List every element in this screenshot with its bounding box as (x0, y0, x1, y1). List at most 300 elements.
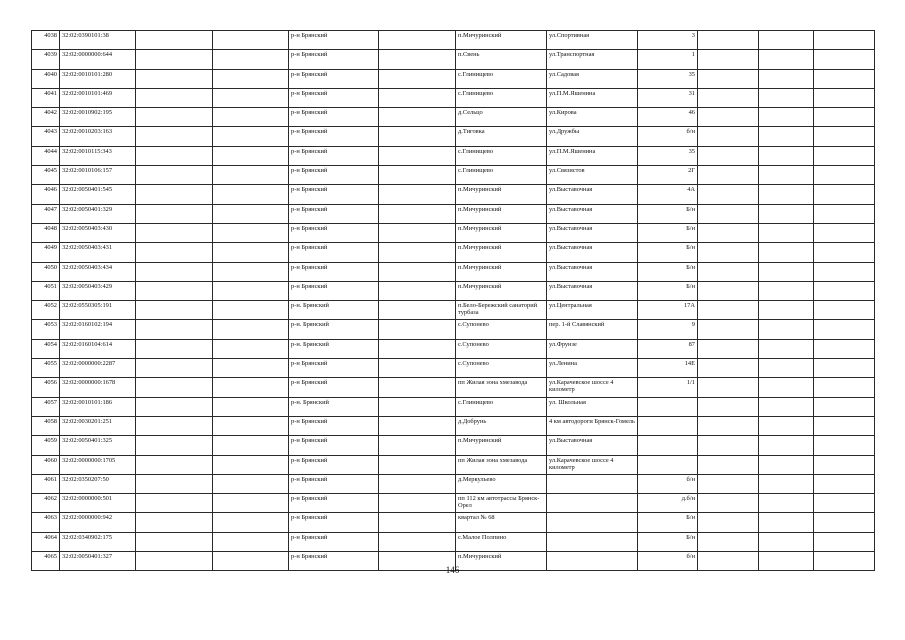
empty-cell (759, 532, 814, 551)
empty-cell (379, 474, 456, 493)
empty-cell (814, 146, 875, 165)
cadastral-number-cell: 32:02:0050403:434 (60, 262, 136, 281)
empty-cell (379, 359, 456, 378)
cadastral-number-cell: 32:02:0050403:429 (60, 281, 136, 300)
empty-cell (379, 185, 456, 204)
empty-cell (814, 339, 875, 358)
empty-cell (213, 243, 289, 262)
house-number-cell: 14Е (638, 359, 698, 378)
locality-cell: с.Глинищево (456, 166, 547, 185)
empty-cell (136, 108, 213, 127)
empty-cell (379, 243, 456, 262)
locality-cell: пп 112 км автотрассы Брянск-Орел (456, 494, 547, 513)
locality-cell: пп Жилая зона хмезавода (456, 455, 547, 474)
house-number-cell: Б/н (638, 223, 698, 242)
empty-cell (759, 262, 814, 281)
empty-cell (759, 108, 814, 127)
empty-cell (698, 359, 759, 378)
empty-cell (136, 474, 213, 493)
row-number-cell: 4039 (32, 50, 60, 69)
locality-cell: п.Мичуринский (456, 243, 547, 262)
empty-cell (759, 88, 814, 107)
table-row (32, 416, 875, 435)
empty-cell (759, 69, 814, 88)
house-number-cell: 87 (638, 339, 698, 358)
street-cell: ул.Спортивная (547, 31, 638, 50)
empty-cell (759, 494, 814, 513)
district-cell: р-н Брянский (289, 281, 379, 300)
street-cell: пер. 1-й Славянский (547, 320, 638, 339)
district-cell: р-н Брянский (289, 378, 379, 397)
row-number-cell: 4061 (32, 474, 60, 493)
empty-cell (136, 436, 213, 455)
empty-cell (379, 108, 456, 127)
cadastral-number-cell: 32:02:0340902:175 (60, 532, 136, 551)
street-cell: ул.Выставочная (547, 185, 638, 204)
row-number-cell: 4062 (32, 494, 60, 513)
district-cell: р-н Брянский (289, 552, 379, 571)
district-cell: р-н Брянский (289, 532, 379, 551)
empty-cell (698, 31, 759, 50)
empty-cell (379, 436, 456, 455)
empty-cell (814, 88, 875, 107)
cadastral-number-cell: 32:02:0000000:2287 (60, 359, 136, 378)
cadastral-number-cell: 32:02:0010203:163 (60, 127, 136, 146)
empty-cell (759, 455, 814, 474)
empty-cell (698, 397, 759, 416)
empty-cell (379, 204, 456, 223)
street-cell: ул.Выставочная (547, 223, 638, 242)
street-cell: ул.Кирова (547, 108, 638, 127)
row-number-cell: 4064 (32, 532, 60, 551)
empty-cell (698, 166, 759, 185)
cadastral-number-cell: 32:02:0010101:280 (60, 69, 136, 88)
table-row (32, 69, 875, 88)
locality-cell: п.Бело-Бережский санаторий турбаза (456, 301, 547, 320)
cadastral-number-cell: 32:02:0550305:191 (60, 301, 136, 320)
table-row (32, 108, 875, 127)
cadastral-number-cell: 32:02:0000000:1678 (60, 378, 136, 397)
locality-cell: п.Мичуринский (456, 552, 547, 571)
street-cell: ул.Выставочная (547, 281, 638, 300)
empty-cell (698, 204, 759, 223)
empty-cell (213, 166, 289, 185)
empty-cell (379, 513, 456, 532)
cadastral-number-cell: 32:02:0390101:38 (60, 31, 136, 50)
locality-cell: п.Мичуринский (456, 223, 547, 242)
district-cell: р-н Брянский (289, 185, 379, 204)
row-number-cell: 4056 (32, 378, 60, 397)
district-cell: р-н Брянский (289, 223, 379, 242)
empty-cell (814, 359, 875, 378)
empty-cell (759, 320, 814, 339)
empty-cell (814, 204, 875, 223)
empty-cell (814, 416, 875, 435)
empty-cell (213, 339, 289, 358)
row-number-cell: 4063 (32, 513, 60, 532)
empty-cell (136, 50, 213, 69)
empty-cell (136, 397, 213, 416)
district-cell: р-н Брянский (289, 88, 379, 107)
locality-cell: с.Глинищево (456, 397, 547, 416)
street-cell: ул.П.М.Яшенина (547, 88, 638, 107)
house-number-cell: Б/н (638, 532, 698, 551)
cadastral-number-cell: 32:02:0050401:325 (60, 436, 136, 455)
district-cell: р-н Брянский (289, 513, 379, 532)
row-number-cell: 4038 (32, 31, 60, 50)
empty-cell (136, 69, 213, 88)
table-row (32, 320, 875, 339)
district-cell: р-н Брянский (289, 31, 379, 50)
house-number-cell: 17А (638, 301, 698, 320)
house-number-cell: Б/н (638, 281, 698, 300)
locality-cell: д.Добрунь (456, 416, 547, 435)
empty-cell (814, 474, 875, 493)
empty-cell (136, 532, 213, 551)
cadastral-number-cell: 32:02:0010106:157 (60, 166, 136, 185)
empty-cell (759, 397, 814, 416)
empty-cell (814, 31, 875, 50)
locality-cell: п.Мичуринский (456, 281, 547, 300)
empty-cell (698, 494, 759, 513)
locality-cell: д.Тиговка (456, 127, 547, 146)
house-number-cell: 3 (638, 31, 698, 50)
empty-cell (814, 50, 875, 69)
empty-cell (814, 513, 875, 532)
empty-cell (136, 320, 213, 339)
empty-cell (759, 166, 814, 185)
street-cell: ул.Выставочная (547, 204, 638, 223)
district-cell: р-н Брянский (289, 494, 379, 513)
row-number-cell: 4050 (32, 262, 60, 281)
empty-cell (213, 31, 289, 50)
table-row (32, 494, 875, 513)
empty-cell (814, 436, 875, 455)
empty-cell (698, 223, 759, 242)
cadastral-number-cell: 32:02:0000000:644 (60, 50, 136, 69)
empty-cell (379, 532, 456, 551)
empty-cell (698, 127, 759, 146)
empty-cell (136, 223, 213, 242)
street-cell: ул.Ленина (547, 359, 638, 378)
empty-cell (814, 69, 875, 88)
empty-cell (759, 127, 814, 146)
empty-cell (136, 359, 213, 378)
house-number-cell: 2Г (638, 166, 698, 185)
locality-cell: д.Меркульево (456, 474, 547, 493)
empty-cell (814, 127, 875, 146)
empty-cell (136, 146, 213, 165)
street-cell: ул.Дружбы (547, 127, 638, 146)
table-row (32, 166, 875, 185)
street-cell: ул.Карачевское шоссе 4 километр (547, 455, 638, 474)
district-cell: р-н Брянский (289, 166, 379, 185)
table-row (32, 262, 875, 281)
row-number-cell: 4042 (32, 108, 60, 127)
street-cell: ул.Выставочная (547, 243, 638, 262)
cadastral-number-cell: 32:02:0160102:194 (60, 320, 136, 339)
table-row (32, 474, 875, 493)
empty-cell (379, 339, 456, 358)
table-row (32, 532, 875, 551)
street-cell (547, 494, 638, 513)
row-number-cell: 4065 (32, 552, 60, 571)
empty-cell (698, 88, 759, 107)
locality-cell: с.Глинищево (456, 88, 547, 107)
empty-cell (814, 320, 875, 339)
empty-cell (213, 127, 289, 146)
empty-cell (698, 513, 759, 532)
empty-cell (213, 146, 289, 165)
cadastral-number-cell: 32:02:0050401:545 (60, 185, 136, 204)
row-number-cell: 4057 (32, 397, 60, 416)
house-number-cell: Б/н (638, 204, 698, 223)
empty-cell (213, 88, 289, 107)
empty-cell (379, 281, 456, 300)
empty-cell (814, 223, 875, 242)
empty-cell (136, 455, 213, 474)
empty-cell (759, 204, 814, 223)
empty-cell (379, 494, 456, 513)
house-number-cell: б/н (638, 474, 698, 493)
district-cell: р-н Брянский (289, 108, 379, 127)
empty-cell (759, 185, 814, 204)
empty-cell (213, 359, 289, 378)
empty-cell (698, 69, 759, 88)
empty-cell (814, 455, 875, 474)
row-number-cell: 4055 (32, 359, 60, 378)
cadastral-number-cell: 32:02:0350207:50 (60, 474, 136, 493)
registry-table (31, 30, 875, 571)
cadastral-number-cell: 32:02:0050403:431 (60, 243, 136, 262)
house-number-cell: б/н (638, 127, 698, 146)
table-row (32, 185, 875, 204)
district-cell: р-н. Брянский (289, 397, 379, 416)
locality-cell: с.Супонево (456, 359, 547, 378)
table-row (32, 243, 875, 262)
district-cell: р-н Брянский (289, 262, 379, 281)
empty-cell (698, 474, 759, 493)
empty-cell (213, 436, 289, 455)
locality-cell: с.Малое Полпино (456, 532, 547, 551)
house-number-cell: 31 (638, 88, 698, 107)
house-number-cell (638, 436, 698, 455)
empty-cell (379, 127, 456, 146)
empty-cell (759, 50, 814, 69)
page-number: 146 (445, 565, 460, 575)
empty-cell (759, 146, 814, 165)
empty-cell (213, 69, 289, 88)
district-cell: р-н Брянский (289, 474, 379, 493)
house-number-cell: Б/н (638, 513, 698, 532)
empty-cell (759, 281, 814, 300)
empty-cell (213, 378, 289, 397)
empty-cell (213, 494, 289, 513)
cadastral-number-cell: 32:02:0050403:430 (60, 223, 136, 242)
street-cell: ул.Выставочная (547, 262, 638, 281)
street-cell (547, 474, 638, 493)
empty-cell (698, 146, 759, 165)
house-number-cell: 46 (638, 108, 698, 127)
row-number-cell: 4040 (32, 69, 60, 88)
empty-cell (698, 262, 759, 281)
empty-cell (698, 108, 759, 127)
empty-cell (136, 262, 213, 281)
street-cell: 4 км автодороги Брянск-Гомель (547, 416, 638, 435)
empty-cell (213, 320, 289, 339)
cadastral-number-cell: 32:02:0010902:195 (60, 108, 136, 127)
locality-cell: п.Свень (456, 50, 547, 69)
empty-cell (814, 494, 875, 513)
district-cell: р-н Брянский (289, 436, 379, 455)
cadastral-number-cell: 32:02:0000000:501 (60, 494, 136, 513)
street-cell: ул.П.М.Яшенина (547, 146, 638, 165)
house-number-cell: 4А (638, 185, 698, 204)
table-row (32, 397, 875, 416)
empty-cell (814, 262, 875, 281)
house-number-cell: 35 (638, 69, 698, 88)
table-row (32, 146, 875, 165)
empty-cell (213, 223, 289, 242)
empty-cell (379, 69, 456, 88)
table-row (32, 359, 875, 378)
locality-cell: д.Сельцо (456, 108, 547, 127)
row-number-cell: 4041 (32, 88, 60, 107)
empty-cell (379, 301, 456, 320)
district-cell: р-н Брянский (289, 416, 379, 435)
row-number-cell: 4043 (32, 127, 60, 146)
cadastral-number-cell: 32:02:0000000:1705 (60, 455, 136, 474)
empty-cell (136, 31, 213, 50)
empty-cell (814, 301, 875, 320)
locality-cell: п.Мичуринский (456, 436, 547, 455)
empty-cell (698, 185, 759, 204)
table-row (32, 301, 875, 320)
district-cell: р-н Брянский (289, 359, 379, 378)
empty-cell (136, 243, 213, 262)
row-number-cell: 4044 (32, 146, 60, 165)
empty-cell (213, 204, 289, 223)
cadastral-number-cell: 32:02:0030201:251 (60, 416, 136, 435)
row-number-cell: 4054 (32, 339, 60, 358)
locality-cell: с.Глинищево (456, 146, 547, 165)
house-number-cell: б/н (638, 552, 698, 571)
empty-cell (759, 223, 814, 242)
empty-cell (379, 416, 456, 435)
row-number-cell: 4049 (32, 243, 60, 262)
street-cell (547, 532, 638, 551)
empty-cell (759, 378, 814, 397)
row-number-cell: 4058 (32, 416, 60, 435)
table-row (32, 204, 875, 223)
table-row (32, 436, 875, 455)
empty-cell (379, 378, 456, 397)
empty-cell (379, 320, 456, 339)
table-row (32, 455, 875, 474)
row-number-cell: 4048 (32, 223, 60, 242)
empty-cell (136, 185, 213, 204)
empty-cell (136, 416, 213, 435)
locality-cell: квартал № 68 (456, 513, 547, 532)
empty-cell (759, 474, 814, 493)
district-cell: р-н. Брянский (289, 301, 379, 320)
cadastral-number-cell: 32:02:0050401:329 (60, 204, 136, 223)
table-row (32, 88, 875, 107)
empty-cell (698, 281, 759, 300)
row-number-cell: 4053 (32, 320, 60, 339)
empty-cell (213, 50, 289, 69)
table-row (32, 378, 875, 397)
district-cell: р-н Брянский (289, 50, 379, 69)
empty-cell (814, 166, 875, 185)
district-cell: р-н Брянский (289, 69, 379, 88)
locality-cell: п.Мичуринский (456, 204, 547, 223)
empty-cell (759, 416, 814, 435)
district-cell: р-н Брянский (289, 146, 379, 165)
empty-cell (698, 301, 759, 320)
empty-cell (213, 281, 289, 300)
street-cell: ул. Школьная (547, 397, 638, 416)
district-cell: р-н Брянский (289, 455, 379, 474)
cadastral-number-cell: 32:02:0010101:186 (60, 397, 136, 416)
empty-cell (136, 281, 213, 300)
house-number-cell (638, 455, 698, 474)
empty-cell (814, 378, 875, 397)
street-cell (547, 513, 638, 532)
cadastral-number-cell: 32:02:0010101:469 (60, 88, 136, 107)
empty-cell (814, 397, 875, 416)
house-number-cell: 1 (638, 50, 698, 69)
empty-cell (136, 301, 213, 320)
locality-cell: с.Супонево (456, 320, 547, 339)
empty-cell (379, 223, 456, 242)
cadastral-number-cell: 32:02:0010115:343 (60, 146, 136, 165)
empty-cell (379, 31, 456, 50)
empty-cell (698, 455, 759, 474)
street-cell: ул.Фрунзе (547, 339, 638, 358)
registry-sheet (31, 30, 874, 571)
table-row (32, 50, 875, 69)
empty-cell (213, 397, 289, 416)
locality-cell: п.Мичуринский (456, 185, 547, 204)
street-cell: ул.Связистов (547, 166, 638, 185)
cadastral-number-cell: 32:02:0160104:614 (60, 339, 136, 358)
empty-cell (136, 204, 213, 223)
empty-cell (759, 436, 814, 455)
empty-cell (213, 416, 289, 435)
row-number-cell: 4052 (32, 301, 60, 320)
empty-cell (213, 513, 289, 532)
district-cell: р-н Брянский (289, 127, 379, 146)
empty-cell (759, 339, 814, 358)
house-number-cell: Б/н (638, 243, 698, 262)
empty-cell (136, 494, 213, 513)
table-row (32, 223, 875, 242)
cadastral-number-cell: 32:02:0000000:942 (60, 513, 136, 532)
empty-cell (698, 436, 759, 455)
locality-cell: п.Мичуринский (456, 31, 547, 50)
table-row (32, 513, 875, 532)
house-number-cell: 9 (638, 320, 698, 339)
house-number-cell: д.б/н (638, 494, 698, 513)
empty-cell (379, 397, 456, 416)
house-number-cell: 35 (638, 146, 698, 165)
empty-cell (379, 88, 456, 107)
empty-cell (759, 31, 814, 50)
house-number-cell: 1/1 (638, 378, 698, 397)
district-cell: р-н. Брянский (289, 339, 379, 358)
empty-cell (379, 166, 456, 185)
